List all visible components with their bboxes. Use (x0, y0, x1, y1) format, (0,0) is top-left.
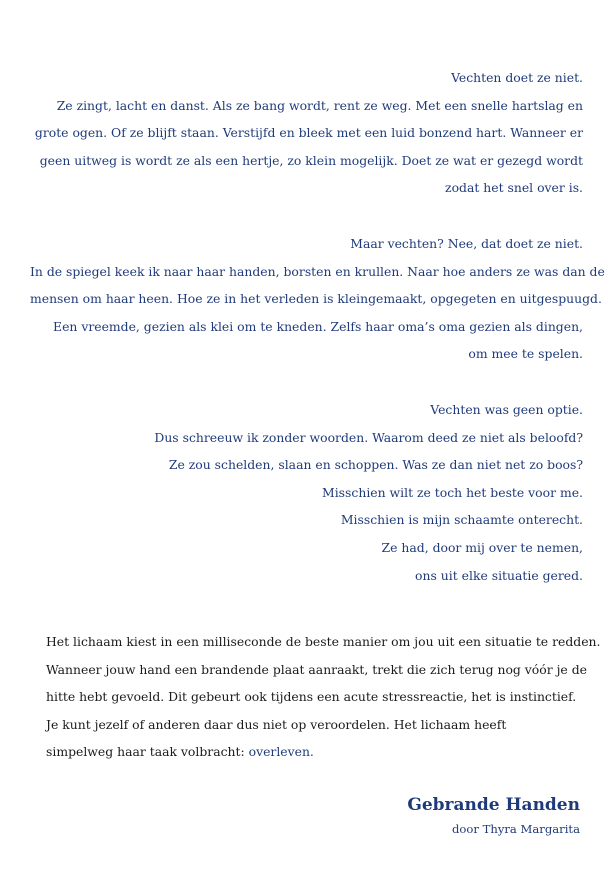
prose-line: Je kunt jezelf of anderen daar dus niet op veroordelen. Het lichaam heeft (46, 716, 507, 732)
poem-line: grote ogen. Of ze blijft staan. Verstijfd en bleek met een luid bonzend hart. Wanneer er (34, 125, 583, 141)
poem-line: Ze zingt, lacht en danst. Als ze bang wordt, rent ze weg. Met een snelle hartslag en (56, 97, 583, 113)
author-byline: door Thyra Margarita (452, 822, 580, 836)
poem-line: In de spiegel keek ik naar haar handen, borsten en krullen. Naar hoe anders ze was dan de (30, 263, 605, 279)
prose-paragraph (46, 628, 601, 766)
poem-line: mensen om haar heen. Hoe ze in het verleden is kleingemaakt, opgegeten en uitgespuugd. (30, 291, 602, 307)
poem-line: zodat het snel over is. (445, 180, 583, 196)
document-title: Gebrande Handen (407, 795, 580, 815)
poem-line: Vechten was geen optie. (430, 402, 583, 417)
poem-stanza-3 (30, 396, 583, 589)
poem-line: Vechten doet ze niet. (451, 70, 583, 85)
poem-stanza-2 (30, 230, 605, 368)
poem-stanza-1 (30, 64, 583, 202)
poem-line: ons uit elke situatie gered. (415, 567, 583, 583)
poem-line: Misschien is mijn schaamte onterecht. (340, 512, 583, 528)
prose-last-line (46, 738, 586, 766)
prose-line: Het lichaam kiest in een milliseconde de beste manier om jou uit een situatie te redden. (46, 634, 601, 649)
poem-line: Ze had, door mij over te nemen, (381, 539, 583, 555)
poem-line: Een vreemde, gezien als klei om te kneden. Zelfs haar oma’s oma gezien als dingen, (53, 318, 583, 334)
prose-line: hitte hebt gevoeld. Dit gebeurt ook tijdens een acute stressreactie, het is instinctief. (46, 689, 577, 705)
prose-line-text: simpelweg haar taak volbracht: (46, 744, 249, 760)
poem-line: Maar vechten? Nee, dat doet ze niet. (350, 236, 583, 251)
poem-line: geen uitweg is wordt ze als een hertje, zo klein mogelijk. Doet ze wat er gezegd wordt (39, 152, 583, 168)
poem-line: Ze zou schelden, slaan en schoppen. Was ze dan niet net zo boos? (168, 457, 583, 473)
signature-block (407, 792, 580, 840)
prose-accent-word: overleven. (248, 744, 314, 760)
poem-line: Misschien wilt ze toch het beste voor me. (322, 484, 583, 500)
poem-line: om mee te spelen. (468, 346, 583, 362)
poem-line: Dus schreeuw ik zonder woorden. Waarom deed ze niet als beloofd? (154, 429, 583, 445)
prose-line: Wanneer jouw hand een brandende plaat aanraakt, trekt die zich terug nog vóór je de (46, 661, 587, 677)
